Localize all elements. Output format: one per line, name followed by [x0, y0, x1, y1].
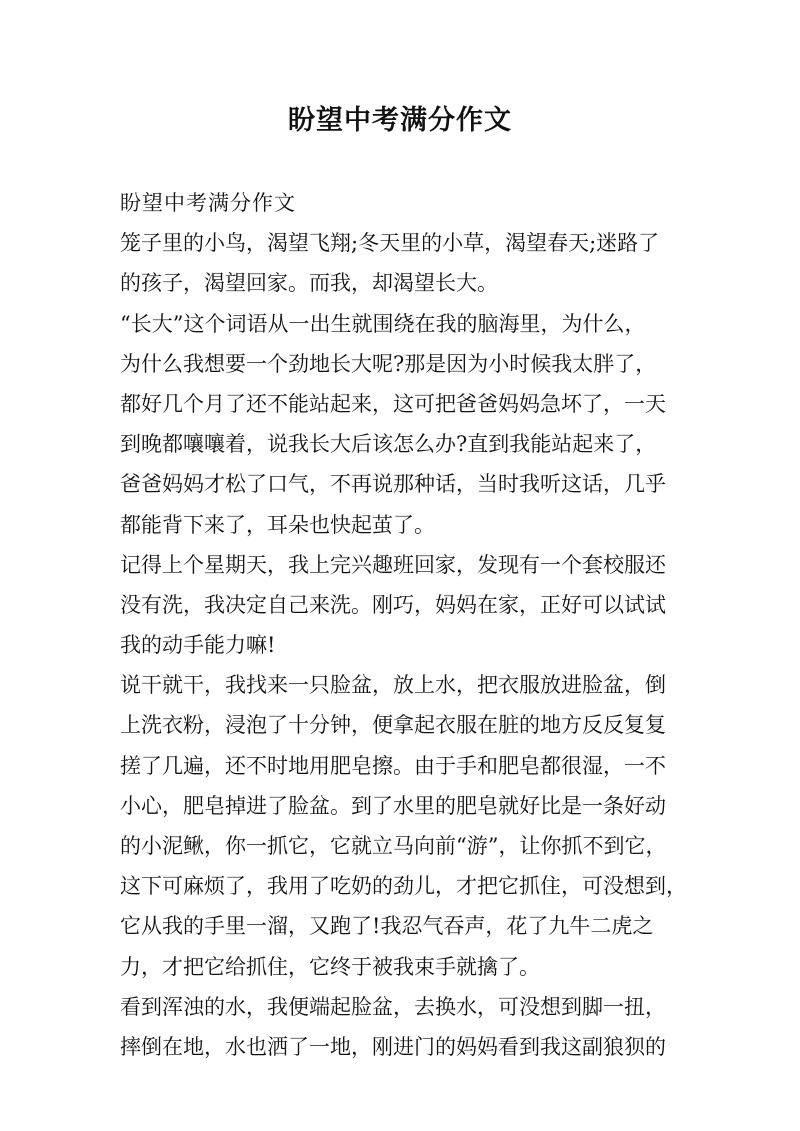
text-line: 摔倒在地，水也洒了一地，刚进门的妈妈看到我这副狼狈的	[120, 1034, 666, 1059]
text-line: 小心，肥皂掉进了脸盆。到了水里的肥皂就好比是一条好动	[120, 793, 666, 818]
document-subtitle: 盼望中考满分作文	[120, 191, 296, 215]
text-line: 上洗衣粉，浸泡了十分钟，便拿起衣服在脏的地方反反复复	[120, 713, 666, 738]
text-line: 记得上个星期天，我上完兴趣班回家，发现有一个套校服还	[120, 552, 666, 577]
text-line: 搓了几遍，还不时地用肥皂擦。由于手和肥皂都很湿，一不	[120, 753, 666, 778]
text-line: 这下可麻烦了，我用了吃奶的劲儿，才把它抓住，可没想到，	[120, 874, 687, 899]
text-line: 没有洗，我决定自己来洗。刚巧，妈妈在家，正好可以试试	[120, 592, 666, 617]
text-line: 爸爸妈妈才松了口气，不再说那种话，当时我听这话，几乎	[120, 472, 666, 497]
text-line: 都好几个月了还不能站起来，这可把爸爸妈妈急坏了，一天	[120, 391, 666, 416]
text-line: 说干就干，我找来一只脸盆，放上水，把衣服放进脸盆，倒	[120, 673, 666, 698]
text-line: 笼子里的小鸟，渴望飞翔;冬天里的小草，渴望春天;迷路了	[120, 231, 660, 256]
text-line: 它从我的手里一溜，又跑了!我忍气吞声，花了九牛二虎之	[120, 914, 654, 939]
text-line: 都能背下来了，耳朵也快起茧了。	[120, 512, 435, 537]
text-line: 的孩子，渴望回家。而我，却渴望长大。	[120, 271, 498, 296]
text-line: “长大”这个词语从一出生就围绕在我的脑海里，为什么，	[120, 311, 646, 336]
text-line: 看到浑浊的水，我便端起脸盆，去换水，可没想到脚一扭，	[120, 994, 666, 1019]
text-line: 的小泥鳅，你一抓它，它就立马向前“游”，让你抓不到它，	[120, 834, 667, 858]
text-line: 我的动手能力嘛!	[120, 633, 276, 658]
document-title: 盼望中考满分作文	[288, 105, 512, 136]
text-line: 到晚都嚷嚷着，说我长大后该怎么办?直到我能站起来了，	[120, 432, 657, 457]
document-body	[120, 183, 690, 1067]
text-line: 力，才把它给抓住，它终于被我束手就擒了。	[120, 954, 540, 979]
text-line: 为什么我想要一个劲地长大呢?那是因为小时候我太胖了，	[120, 351, 657, 376]
